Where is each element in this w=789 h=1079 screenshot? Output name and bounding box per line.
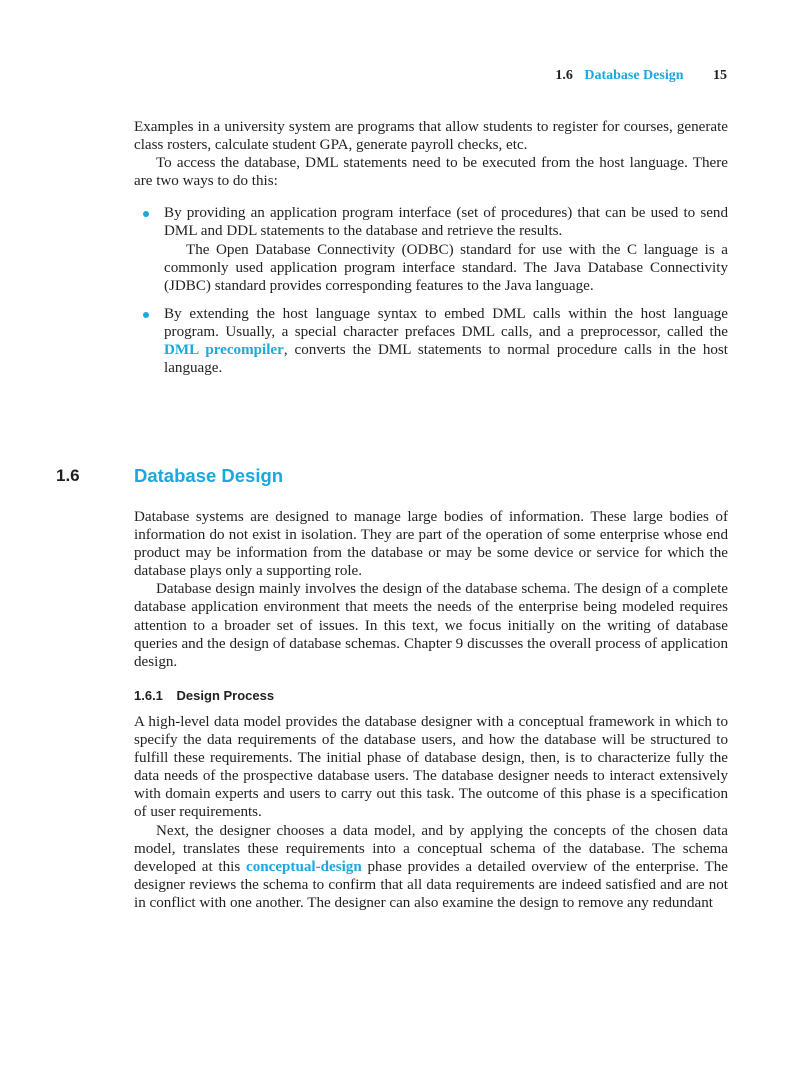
key-term-conceptual-design: conceptual-design (246, 858, 362, 875)
list-item (134, 305, 728, 377)
subsection-paragraph-1: A high-level data model provides the database designer with a conceptual framework in which to specify the data requirements of the database users, and how the database will be structured to fulfill these requirements. The initial phase of database design, then, is to characterize fully the data needs of the prospective database users. The database designer needs to interact extensively with domain experts and users to carry out this task. The outcome of this phase is a specification of user requirements. (134, 713, 728, 821)
bullet-list (134, 204, 728, 377)
bullet-2-text-start: By extending the host language syntax to embed DML calls within the host language program. Usually, a special character prefaces DML calls, and a preprocessor, called the (164, 305, 728, 340)
list-item (134, 204, 728, 294)
section-body (134, 508, 728, 912)
section-title: Database Design (134, 465, 284, 486)
subsection-title: Design Process (176, 687, 275, 703)
subsection-number: 1.6.1 (134, 687, 163, 703)
subsection-paragraph-2-start: Next, the designer chooses a data model, and by applying the concepts of the chosen data model, translates these requirements into a conceptual schema of the database. The schema developed at this (134, 822, 728, 875)
intro-paragraph-2: To access the database, DML statements need to be executed from the host language. There are two ways to do this: (134, 155, 728, 190)
section-paragraph-2: Database design mainly involves the design of the database schema. The design of a complete database application environment that meets the needs of the enterprise being modeled requires attention to a broader set of issues. In this text, we focus initially on the writing of database queries and the design of database schemas. Chapter 9 discusses the overall process of application design. (134, 581, 728, 670)
subsection-heading (134, 687, 728, 705)
subsection-paragraph-2-end: phase provides a detailed overview of the enterprise. The designer reviews the schema to confirm that all data requirements are indeed satisfied and are not in conflict with one another. The designer can also examine the design to remove any redundant (134, 858, 728, 911)
bullet-1-paragraph: The Open Database Connectivity (ODBC) standard for use with the C language is a commonly used application program interface standard. The Java Database Connectivity (JDBC) standard provides corresponding features to the Java language. (164, 241, 728, 294)
section-number: 1.6 (56, 466, 80, 485)
running-header (555, 68, 727, 84)
header-section-number: 1.6 (555, 68, 573, 83)
intro-paragraph-1: Examples in a university system are programs that allow students to register for courses, generate class rosters, calculate student GPA, generate payroll checks, etc. (134, 119, 728, 154)
header-section-title: Database Design (584, 68, 684, 83)
bullet-icon (143, 312, 149, 318)
intro-column (134, 118, 728, 387)
section-paragraph-1: Database systems are designed to manage large bodies of information. These large bodies of information do not exist in isolation. They are part of the operation of some enterprise whose end product may be information from the database or may be some device or service for which the database plays only a supporting role. (134, 509, 728, 580)
bullet-icon (143, 211, 149, 217)
bullet-1-text: By providing an application program interface (set of procedures) that can be used to send DML and DDL statements to the database and retrieve the results. (164, 205, 728, 240)
key-term-dml-precompiler: DML precompiler (164, 342, 284, 359)
bullet-2-text-end: , converts the DML statements to normal procedure calls in the host language. (164, 342, 728, 377)
bullet-2-text (164, 305, 728, 377)
page-number: 15 (713, 68, 727, 83)
subsection-paragraph-2 (134, 822, 728, 912)
